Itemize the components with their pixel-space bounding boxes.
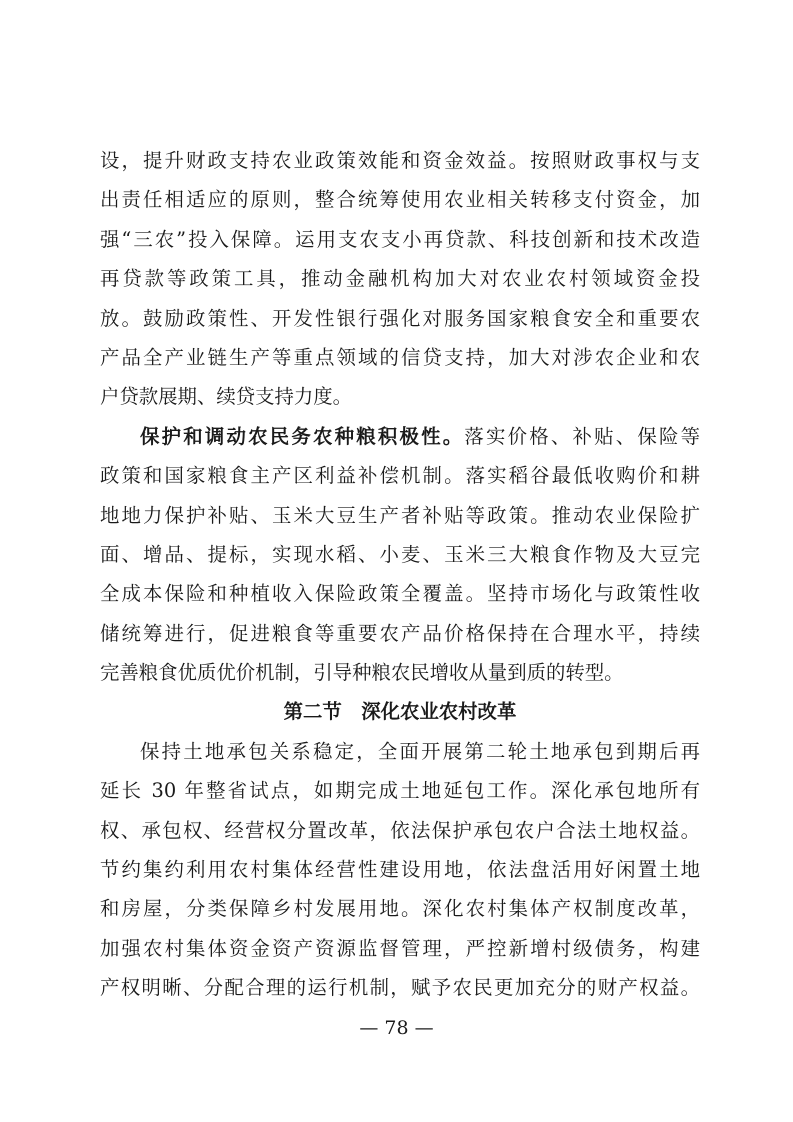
text-line: 政策和国家粮食主产区利益补偿机制。落实稻谷最低收购价和耕 — [100, 464, 700, 488]
text-line: 放。鼓励政策性、开发性银行强化对服务国家粮食安全和重要农 — [100, 306, 700, 330]
text-line: 全成本保险和种植收入保险政策全覆盖。坚持市场化与政策性收 — [100, 582, 700, 606]
document-body — [100, 141, 700, 1008]
text-line: 产品全产业链生产等重点领域的信贷支持，加大对涉农企业和农 — [100, 345, 700, 369]
text-line: 延长 30 年整省试点，如期完成土地延包工作。深化承包地所有 — [100, 779, 700, 803]
paragraph-rural-reform — [100, 732, 700, 1008]
text-line: 产权明晰、分配合理的运行机制，赋予农民更加充分的财产权益。 — [100, 976, 700, 1000]
text-line: 户贷款展期、续贷支持力度。 — [100, 385, 353, 409]
text-line: 节约集约利用农村集体经营性建设用地，依法盘活用好闲置土地 — [100, 858, 700, 882]
paragraph-heading: 保护和调动农民务农种粮积极性。 — [140, 424, 465, 448]
text-line: 储统筹进行，促进粮食等重要农产品价格保持在合理水平，持续 — [100, 621, 700, 645]
text-line: 再贷款等政策工具，推动金融机构加大对农业农村领域资金投 — [100, 267, 700, 291]
text-line: 权、承包权、经营权分置改革，依法保护承包农户合法土地权益。 — [100, 818, 700, 842]
text-line: 保持土地承包关系稳定，全面开展第二轮土地承包到期后再 — [140, 739, 700, 763]
text-line: 设，提升财政支持农业政策效能和资金效益。按照财政事权与支 — [100, 149, 700, 172]
text-line: 出责任相适应的原则，整合统筹使用农业相关转移支付资金，加 — [100, 188, 700, 212]
text-line: 和房屋，分类保障乡村发展用地。深化农村集体产权制度改革， — [100, 897, 700, 921]
section-title: 第二节 深化农业农村改革 — [283, 700, 517, 724]
paragraph-farmer-incentives — [100, 417, 700, 693]
text-line: 加强农村集体资金资产资源监督管理，严控新增村级债务，构建 — [100, 936, 700, 960]
text-line: 完善粮食优质优价机制，引导种粮农民增收从量到质的转型。 — [100, 661, 624, 685]
text-line-with-heading — [100, 417, 700, 456]
page-number: — 78 — — [359, 1017, 434, 1039]
text-line: 面、增品、提标，实现水稻、小麦、玉米三大粮食作物及大豆完 — [100, 542, 700, 566]
text-line: 地地力保护补贴、玉米大豆生产者补贴等政策。推动农业保险扩 — [100, 503, 700, 527]
heading-line-rest: 落实价格、补贴、保险等 — [464, 424, 701, 448]
text-line: 强“三农”投入保障。运用支农支小再贷款、科技创新和技术改造 — [100, 227, 700, 251]
paragraph-fiscal-support — [100, 141, 700, 417]
